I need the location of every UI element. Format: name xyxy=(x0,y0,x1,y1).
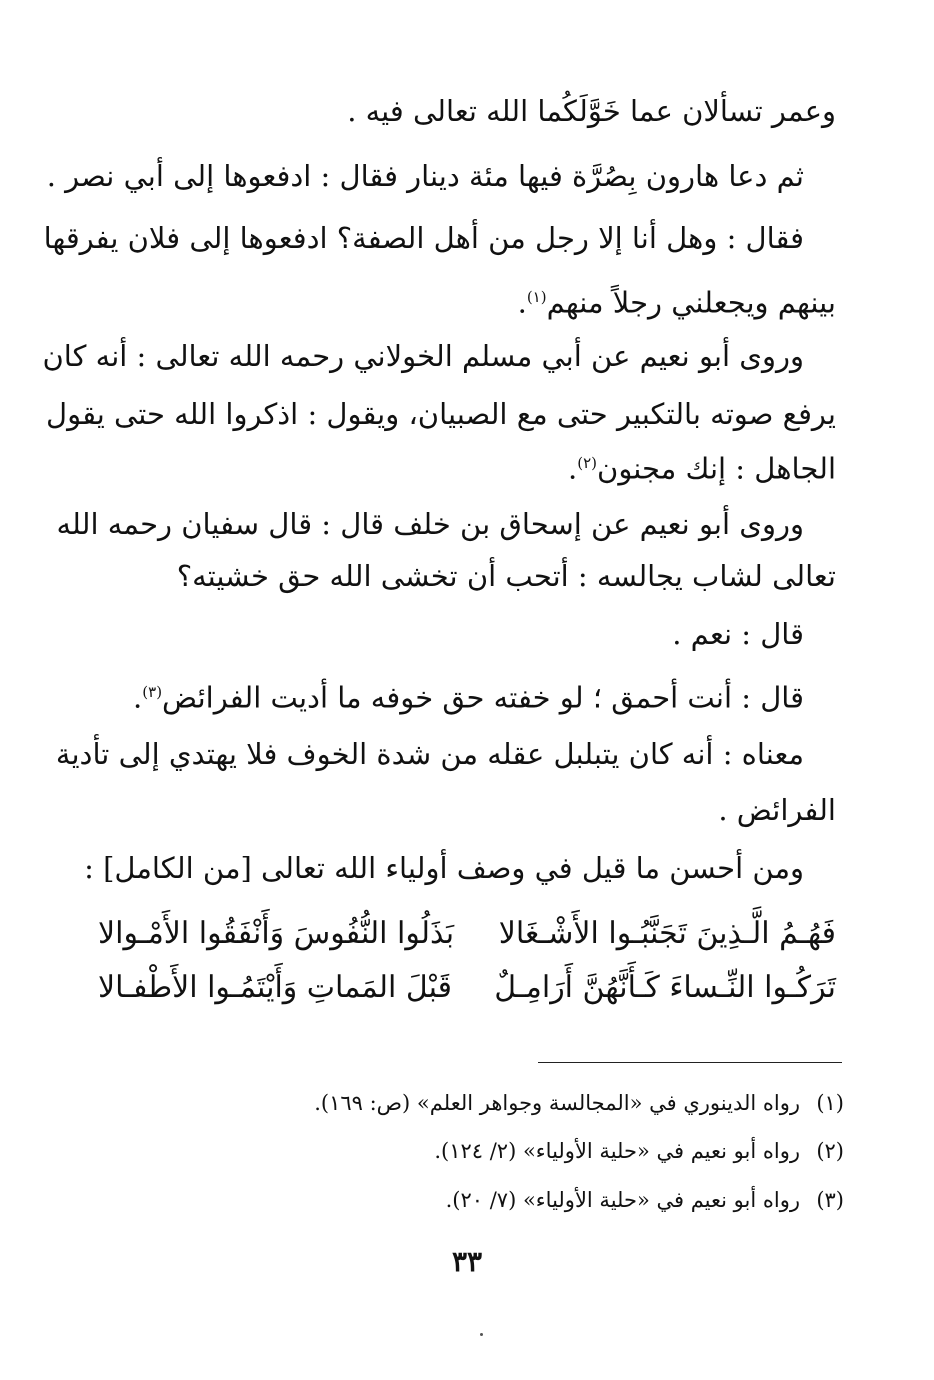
body-line-8: وروى أبو نعيم عن إسحاق بن خلف قال : قال سفيان رحمه الله xyxy=(56,507,804,541)
period: . xyxy=(517,285,527,320)
footnote-2 xyxy=(434,1136,844,1166)
period: . xyxy=(133,680,143,715)
period: . xyxy=(568,451,578,486)
footnote-2-text: رواه أبو نعيم في «حلية الأولياء» (٢/ ١٢٤). xyxy=(434,1139,800,1163)
footnote-1 xyxy=(314,1088,844,1118)
body-line-10: قال : نعم . xyxy=(672,617,804,651)
body-line-14: ومن أحسن ما قيل في وصف أولياء الله تعالى [من الكامل] : xyxy=(84,851,804,885)
body-line-4-text: بينهم ويجعلني رجلاً منهم xyxy=(546,285,836,320)
note-ref-1: (١) xyxy=(526,288,547,306)
page-number: ٣٣ xyxy=(451,1245,483,1278)
body-line-7-text: الجاهل : إنك مجنون xyxy=(597,451,836,486)
body-line-13: الفرائض . xyxy=(718,793,836,827)
verse-1-second-hemistich: بَذَلُوا النُّفُوسَ وَأَنْفَقُوا الأَمْـوالا xyxy=(98,916,455,951)
body-line-9: تعالى لشاب يجالسه : أتحب أن تخشى الله حق خشيته؟ xyxy=(176,559,836,593)
verse-2-first-hemistich: تَرَكُـوا النِّـساءَ كَـأَنَّهُنَّ أَرَامِـلٌ xyxy=(494,970,836,1005)
body-line-3: فقال : وهل أنا إلا رجل من أهل الصفة؟ ادفعوها إلى فلان يفرقها xyxy=(43,221,804,255)
scan-speck xyxy=(480,1333,483,1336)
body-line-2: ثم دعا هارون بِصُرَّة فيها مئة دينار فقال : ادفعوها إلى أبي نصر . xyxy=(46,159,804,193)
footnote-3-text: رواه أبو نعيم في «حلية الأولياء» (٧/ ٢٠). xyxy=(445,1188,800,1212)
body-line-4 xyxy=(517,277,836,320)
footnote-separator xyxy=(538,1062,842,1063)
footnote-2-number: (٢) xyxy=(816,1139,844,1163)
footnote-3-number: (٣) xyxy=(816,1188,844,1212)
footnote-3 xyxy=(446,1185,844,1215)
verse-1-first-hemistich: فَهُـمُ الَّـذِينَ تَجَنَّبُـوا الأَشْـغَالا xyxy=(498,916,836,951)
body-line-12: معناه : أنه كان يتبلبل عقله من شدة الخوف فلا يهتدي إلى تأدية xyxy=(55,737,804,771)
body-line-11 xyxy=(133,672,804,715)
body-line-5: وروى أبو نعيم عن أبي مسلم الخولاني رحمه الله تعالى : أنه كان xyxy=(42,339,804,373)
footnote-1-text: رواه الدينوري في «المجالسة وجواهر العلم» (ص: ١٦٩). xyxy=(314,1091,800,1115)
body-line-1: وعمر تسألان عما خَوَّلَكُما الله تعالى فيه . xyxy=(347,94,836,128)
body-line-7 xyxy=(568,443,836,486)
body-line-6: يرفع صوته بالتكبير حتى مع الصبيان، ويقول : اذكروا الله حتى يقول xyxy=(46,397,836,431)
verse-2-second-hemistich: قَبْلَ المَماتِ وَأَيْتَمُـوا الأَطْفـالا xyxy=(98,970,452,1005)
note-ref-3: (٣) xyxy=(142,683,163,701)
note-ref-2: (٢) xyxy=(577,454,598,472)
footnote-1-number: (١) xyxy=(816,1091,844,1115)
body-line-11-text: قال : أنت أحمق ؛ لو خفته حق خوفه ما أديت الفرائض xyxy=(162,680,804,715)
